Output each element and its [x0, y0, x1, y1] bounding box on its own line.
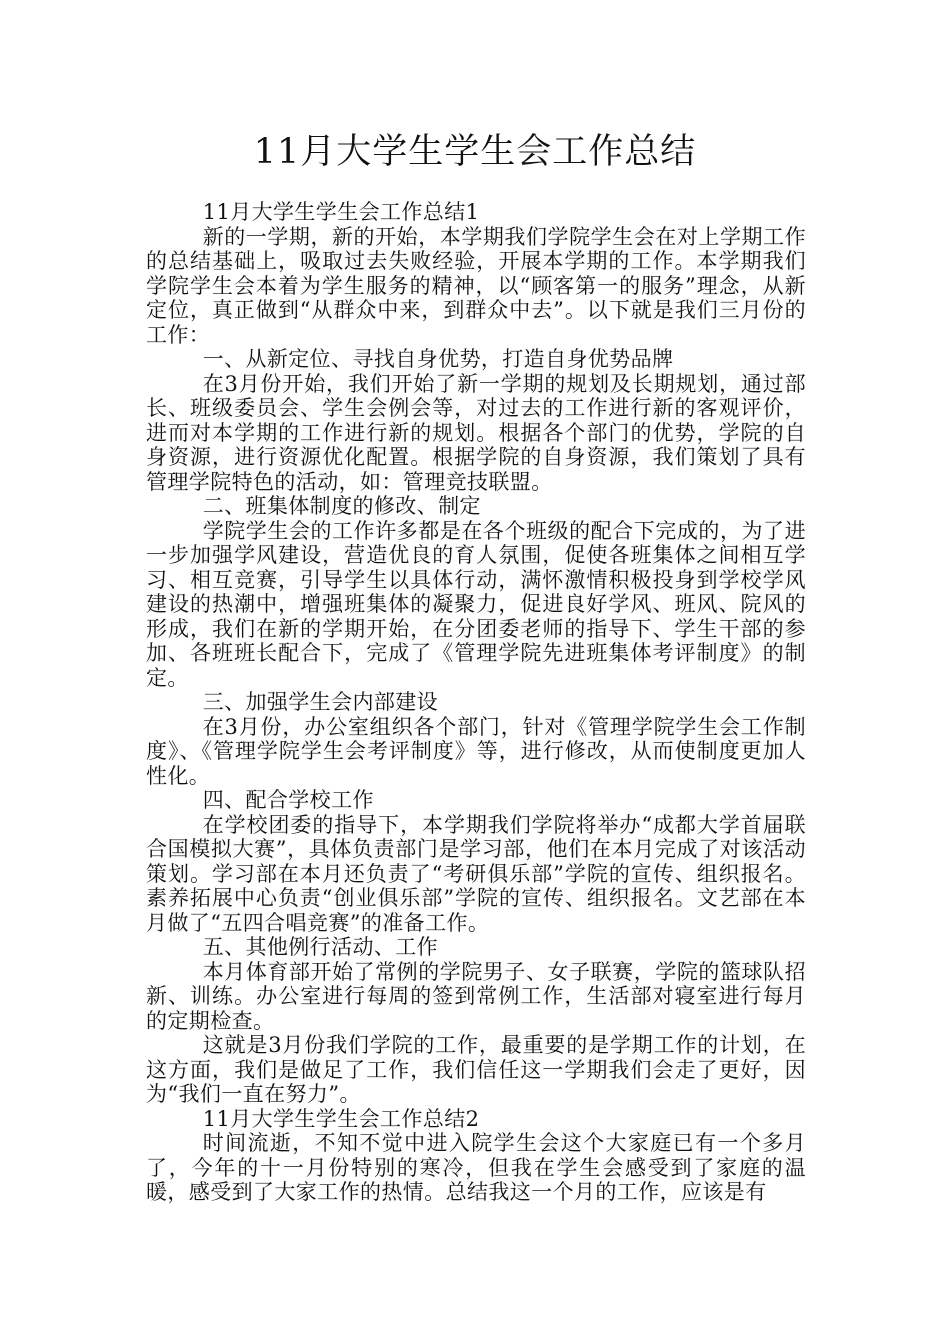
section-heading-1: 11月大学生学生会工作总结1 — [202, 200, 480, 224]
subheading-5: 五、其他例行活动、工作 — [202, 935, 439, 959]
paragraph-3: 在3月份，办公室组织各个部门，针对《管理学院学生会工作制度》、《管理学院学生会考评制度》等，进行修改，从而使制度更加人性化。 — [146, 714, 806, 788]
paragraph-section-2-intro: 时间流逝，不知不觉中进入院学生会这个大家庭已有一个多月了，今年的十一月份特别的寒冷，但我在学生会感受到了家庭的温暖，感受到了大家工作的热情。总结我这一个月的工作，应该是有 — [146, 1131, 806, 1204]
subheading-3: 三、加强学生会内部建设 — [202, 690, 439, 714]
paragraph-2: 学院学生会的工作许多都是在各个班级的配合下完成的，为了进一步加强学风建设，营造优良的育人氛围，促使各班集体之间相互学习、相互竞赛，引导学生以具体行动，满怀激情积极投身到学校学风建设的热潮中，增强班集体的凝聚力，促进良好学风、班风、院风的形成，我们在新的学期开始，在分团委老师的指导下、学生干部的参加、各班班长配合下，完成了《管理学院先进班集体考评制度》的制定。 — [146, 518, 806, 690]
paragraph-conclusion: 这就是3月份我们学院的工作，最重要的是学期工作的计划，在这方面，我们是做足了工作，我们信任这一学期我们会走了更好，因为“我们一直在努力”。 — [146, 1033, 806, 1106]
paragraph-5: 本月体育部开始了常例的学院男子、女子联赛，学院的篮球队招新、训练。办公室进行每周的签到常例工作，生活部对寝室进行每月的定期检查。 — [146, 959, 806, 1033]
paragraph-4: 在学校团委的指导下，本学期我们学院将举办“成都大学首届联合国模拟大赛”，具体负责部门是学习部，他们在本月完成了对该活动策划。学习部在本月还负责了“考研俱乐部”学院的宣传、组织报名。素养拓展中心负责“创业俱乐部”学院的宣传、组织报名。文艺部在本月做了“五四合唱竞赛”的准备工作。 — [146, 812, 806, 935]
paragraph-1: 在3月份开始，我们开始了新一学期的规划及长期规划，通过部长、班级委员会、学生会例会等，对过去的工作进行新的客观评价，进而对本学期的工作进行新的规划。根据各个部门的优势，学院的自身资源，进行资源优化配置。根据学院的自身资源，我们策划了具有管理学院特色的活动，如：管理竞技联盟。 — [146, 371, 806, 494]
document-title: 11月大学生学生会工作总结 — [253, 132, 697, 172]
paragraph-intro: 新的一学期，新的开始，本学期我们学院学生会在对上学期工作的总结基础上，吸取过去失败经验，开展本学期的工作。本学期我们学院学生会本着为学生服务的精神，以“顾客第一的服务”理念，从新定位，真正做到“从群众中来，到群众中去”。以下就是我们三月份的工作： — [146, 224, 806, 347]
subheading-2: 二、班集体制度的修改、制定 — [202, 494, 481, 518]
subheading-1: 一、从新定位、寻找自身优势，打造自身优势品牌 — [202, 347, 674, 371]
section-heading-2: 11月大学生学生会工作总结2 — [202, 1106, 480, 1131]
document-body — [146, 200, 806, 1205]
subheading-4: 四、配合学校工作 — [202, 788, 374, 812]
